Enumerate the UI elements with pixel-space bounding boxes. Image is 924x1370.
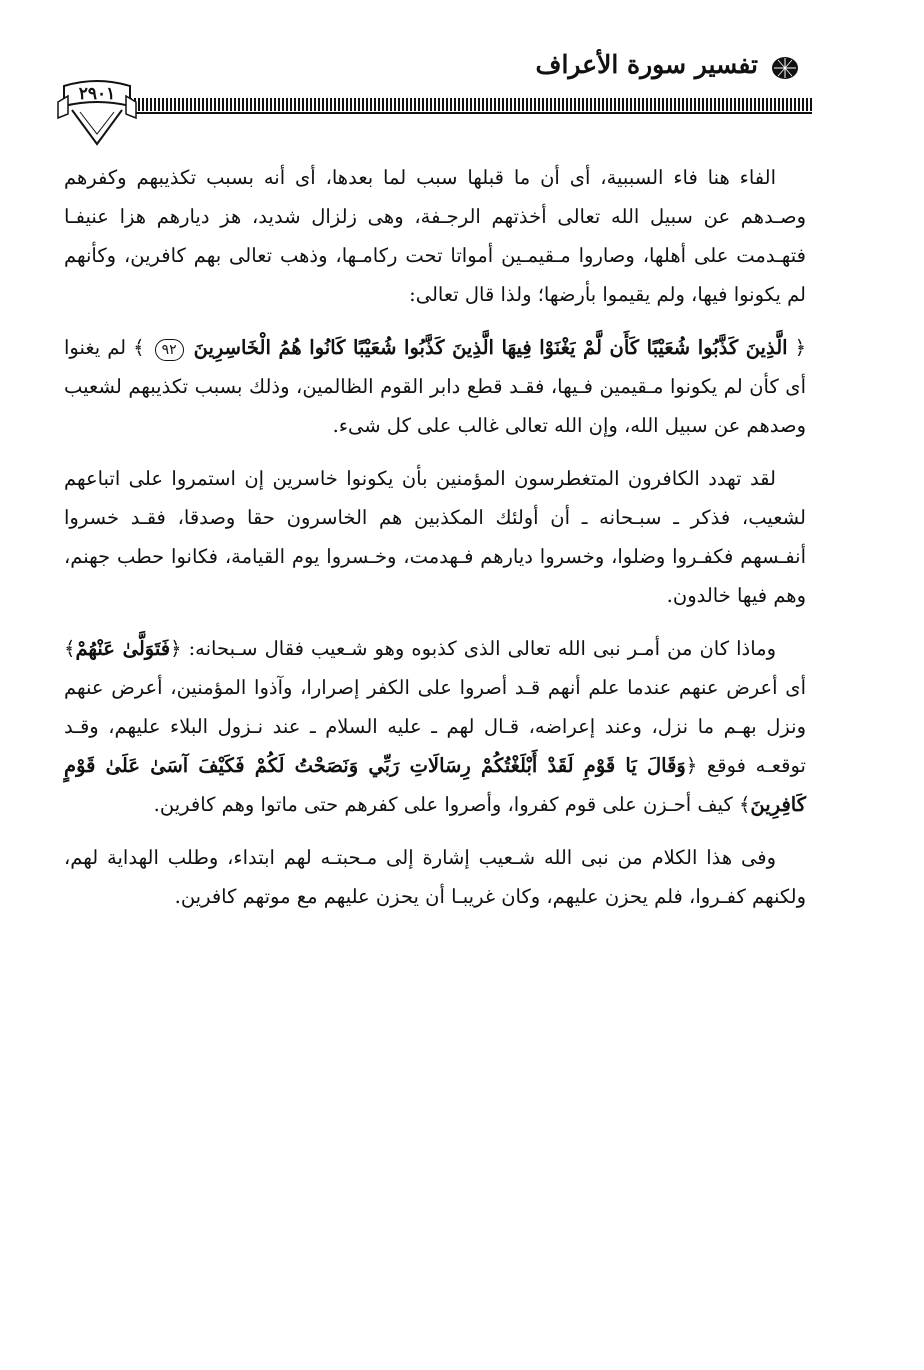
verse-open-bracket: ﴿ [794, 336, 807, 359]
page-header [0, 0, 924, 150]
header-rule-line [130, 112, 812, 114]
paragraph-5: وفى هذا الكلام من نبى الله شـعيب إشارة إلى مـحبتـه لهم ابتداء، وطلب الهداية لهم، ولكنهم كفـروا، فلم يحزن عليهم، وكان غريبـا أن يحزن عليهم مع موتهم كافرين. [64, 846, 806, 908]
paragraph-4-intro: وماذا كان من أمـر نبى الله تعالى الذى كذبوه وهو شـعيب فقال سـبحانه: [188, 637, 777, 660]
verse-open-bracket: ﴿ [685, 754, 698, 777]
page-body [64, 158, 806, 930]
quran-verse: وَقَالَ يَا قَوْمِ لَقَدْ أَبْلَغْتُكُمْ رِسَالَاتِ رَبِّي وَنَصَحْتُ لَكُمْ فَكَيْفَ آسَىٰ عَلَىٰ قَوْمٍ كَافِرِينَ [64, 754, 806, 816]
quran-verse: الَّذِينَ كَذَّبُوا شُعَيْبًا كَأَن لَّمْ يَغْنَوْا فِيهَا الَّذِينَ كَذَّبُوا شُعَيْبًا كَانُوا هُمُ الْخَاسِرِينَ [193, 336, 788, 359]
paragraph-1: الفاء هنا فاء السببية، أى أن ما قبلها سبب لما بعدها، أى أنه بسبب تكذيبهم وكفرهم وصـدهم عن سبيل الله تعالى أخذتهم الرجـفة، وهى زلزال شديد، هز ديارهم هزا عنيفـا فتهـدمت على أهلها، وصاروا مـقيمـين أمواتا تحت ركامـها، وذهب تعالى بهم كافرين، وكأنهم لم يكونوا فيها، ولم يقيموا بأرضها؛ ولذا قال تعالى: [64, 166, 806, 306]
quran-verse: فَتَوَلَّىٰ عَنْهُمْ [75, 637, 171, 660]
ayah-number: ٩٢ [155, 339, 184, 361]
verse-close-bracket: ﴾ [738, 793, 751, 816]
page-number: ٢٩٠١ [78, 84, 116, 104]
ornament-icon [770, 54, 800, 82]
paragraph-4-middle: أى أعرض عنهم عندما علم أنهم قـد أصروا على الكفر إصرارا، وآذوا المؤمنين، أعرض عنهم ونزل بهـم ما نزل، وعند إعراضه، قـال لهم ـ عليه السلام ـ عند نـزول البلاء عليهم، وقـد توقعـه فوقع [64, 676, 806, 777]
paragraph-4 [64, 629, 806, 824]
verse-commentary: لم يغنوا أى كأن لم يكونوا مـقيمين فـيها، فقـد قطع دابر القوم الظالمين، وذلك بسبب تكذيبهم لشعيب وصدهم عن سبيل الله، وإن الله تعالى غالب على كل شىء. [64, 336, 806, 437]
paragraph-4-end: كيف أحـزن على قوم كفروا، وأصروا على كفرهم حتى ماتوا وهم كافرين. [153, 793, 733, 816]
verse-close-bracket: ﴾ [133, 336, 145, 359]
paragraph-2 [64, 328, 806, 445]
running-title: تفسير سورة الأعراف [535, 50, 758, 79]
verse-close-bracket: ﴾ [64, 637, 76, 660]
paragraph-3: لقد تهدد الكافرون المتغطرسون المؤمنين بأن يكونوا خاسرين إن استمروا على اتباعهم لشعيب، فذكر ـ سبـحانه ـ أن أولئك المكذبين هم الخاسرون حقا وصدقا، فقـد خسروا أنفـسهم فكفـروا وضلوا، وخسروا ديارهم فـهدمت، وخـسروا يوم القيامة، فكانوا حطب جهنم، وهم فيها خالدون. [64, 467, 806, 607]
header-rule [130, 98, 812, 111]
verse-open-bracket: ﴿ [170, 637, 182, 660]
